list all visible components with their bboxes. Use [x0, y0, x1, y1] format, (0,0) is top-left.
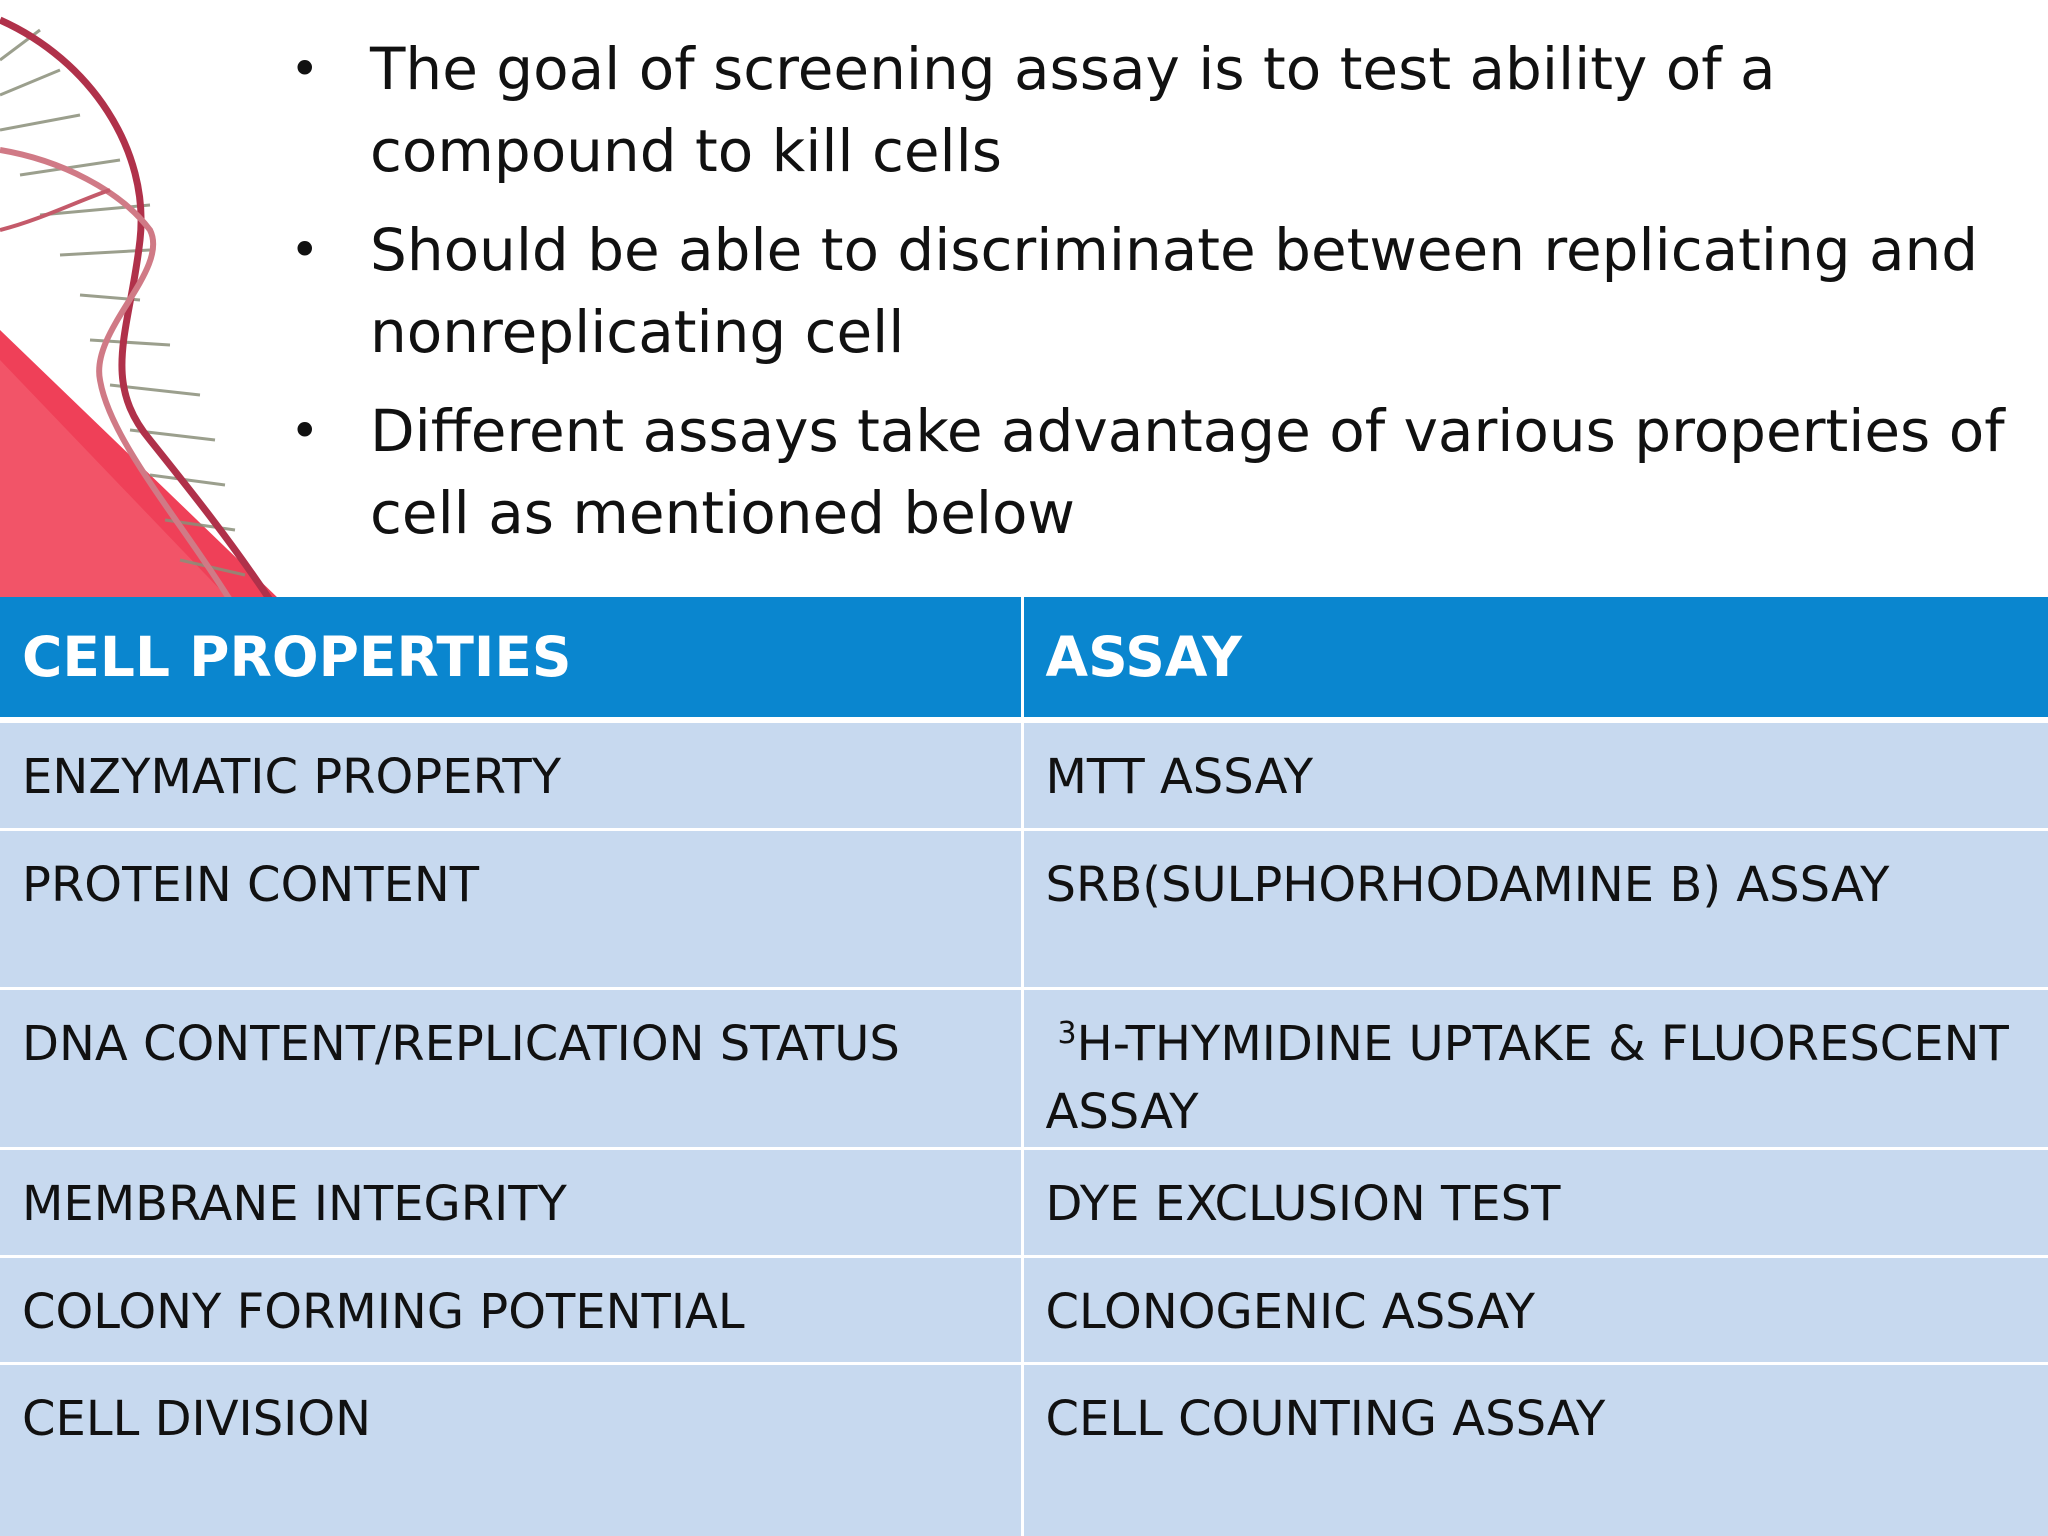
bullet-text: Different assays take advantage of various properties of cell as mentioned below	[370, 397, 2005, 547]
property-cell: DNA CONTENT/REPLICATION STATUS	[0, 989, 1022, 1149]
assay-cell: CELL COUNTING ASSAY	[1022, 1364, 2048, 1536]
bullet-item-discriminate	[290, 209, 2030, 373]
bullet-text: The goal of screening assay is to test ability of a compound to kill cells	[370, 35, 1776, 185]
table-row	[0, 1149, 2048, 1257]
assay-cell: SRB(SULPHORHODAMINE B) ASSAY	[1022, 829, 2048, 989]
bullet-marker: •	[290, 221, 320, 279]
column-header-assay: ASSAY	[1022, 597, 2048, 720]
table-row	[0, 989, 2048, 1149]
property-cell: MEMBRANE INTEGRITY	[0, 1149, 1022, 1257]
assay-table-container	[0, 597, 2048, 1536]
assay-cell: DYE EXCLUSION TEST	[1022, 1149, 2048, 1257]
table-row	[0, 1256, 2048, 1364]
table-row	[0, 720, 2048, 829]
table-header-row	[0, 597, 2048, 720]
dna-helix-decoration	[0, 0, 280, 600]
bullet-text: Should be able to discriminate between replicating and nonreplicating cell	[370, 216, 1979, 366]
property-cell: ENZYMATIC PROPERTY	[0, 720, 1022, 829]
assay-text: H-THYMIDINE UPTAKE & FLUORESCENT ASSAY	[1045, 1016, 2009, 1141]
property-cell: PROTEIN CONTENT	[0, 829, 1022, 989]
column-header-cell-properties: CELL PROPERTIES	[0, 597, 1022, 720]
property-cell: COLONY FORMING POTENTIAL	[0, 1256, 1022, 1364]
bullet-item-properties	[290, 390, 2030, 554]
table-row	[0, 1364, 2048, 1536]
isotope-superscript: 3	[1057, 1016, 1077, 1052]
table-row	[0, 829, 2048, 989]
assay-cell: MTT ASSAY	[1022, 720, 2048, 829]
property-cell: CELL DIVISION	[0, 1364, 1022, 1536]
bullet-marker: •	[290, 40, 320, 98]
bullet-list	[290, 28, 2030, 571]
bullet-item-goal	[290, 28, 2030, 192]
assay-cell: CLONOGENIC ASSAY	[1022, 1256, 2048, 1364]
assay-cell	[1022, 989, 2048, 1149]
bullet-marker: •	[290, 402, 320, 460]
assay-table	[0, 597, 2048, 1536]
